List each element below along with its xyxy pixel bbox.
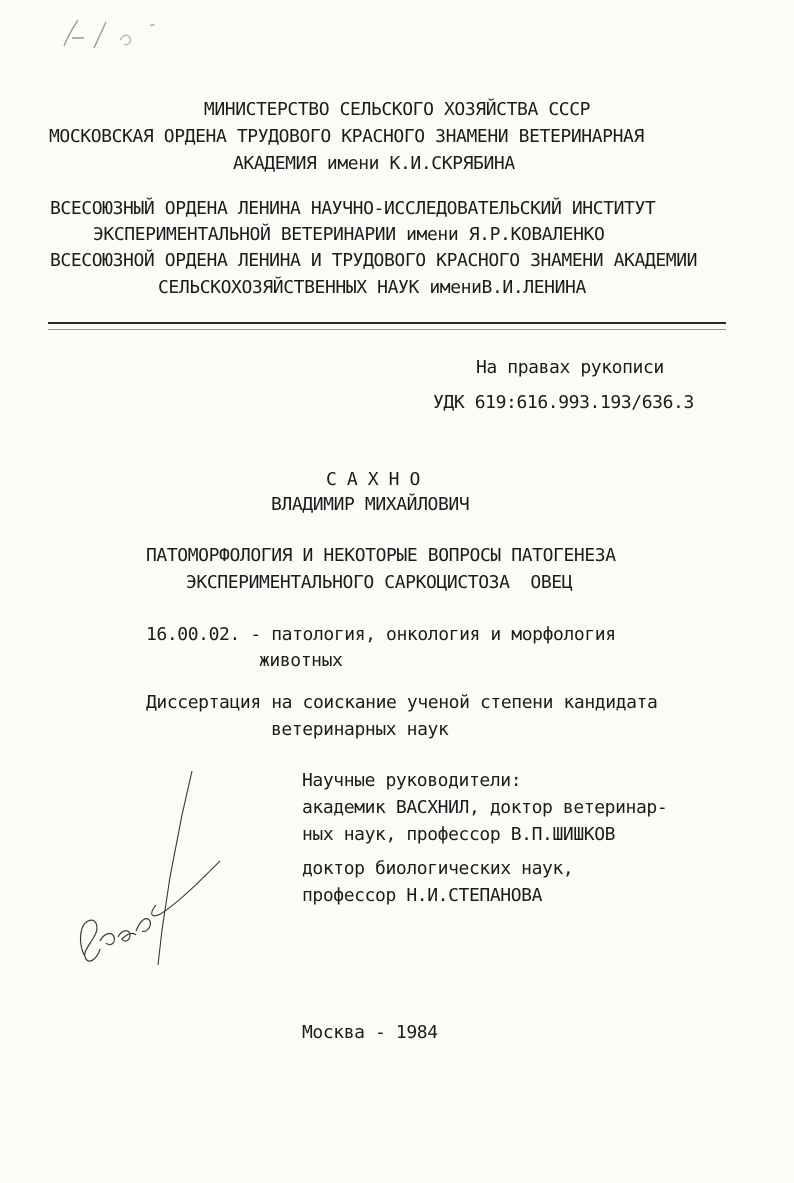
- author-name: ВЛАДИМИР МИХАЙЛОВИЧ: [271, 494, 470, 515]
- academy-line-1: МОСКОВСКАЯ ОРДЕНА ТРУДОВОГО КРАСНОГО ЗНАМЕНИ ВЕТЕРИНАРНАЯ: [49, 126, 644, 147]
- header-divider-secondary: [48, 329, 726, 330]
- author-signature: [70, 765, 240, 980]
- specialty-code-line-2: животных: [259, 650, 343, 671]
- supervisor-2-line-1: доктор биологических наук,: [302, 858, 574, 879]
- header-divider: [48, 322, 726, 324]
- institute-line-2: ЭКСПЕРИМЕНТАЛЬНОЙ ВЕТЕРИНАРИИ имени Я.Р.КОВАЛЕНКО: [93, 224, 605, 245]
- ministry-line: МИНИСТЕРСТВО СЕЛЬСКОГО ХОЗЯЙСТВА СССР: [203, 99, 591, 120]
- supervisor-2-line-2: профессор Н.И.СТЕПАНОВА: [302, 885, 543, 906]
- corner-handwritten-mark: [50, 8, 180, 58]
- institute-line-4: СЕЛЬСКОХОЗЯЙСТВЕННЫХ НАУК имениВ.И.ЛЕНИНА: [158, 277, 586, 298]
- institute-line-3: ВСЕСОЮЗНОЙ ОРДЕНА ЛЕНИНА И ТРУДОВОГО КРАСНОГО ЗНАМЕНИ АКАДЕМИИ: [50, 250, 698, 271]
- institute-line-1: ВСЕСОЮЗНЫЙ ОРДЕНА ЛЕНИНА НАУЧНО-ИССЛЕДОВАТЕЛЬСКИЙ ИНСТИТУТ: [50, 198, 656, 219]
- academy-line-2: АКАДЕМИЯ имени К.И.СКРЯБИНА: [233, 153, 515, 174]
- dissertation-title-line-1: ПАТОМОРФОЛОГИЯ И НЕКОТОРЫЕ ВОПРОСЫ ПАТОГЕНЕЗА: [146, 545, 616, 566]
- degree-line-2: ветеринарных наук: [271, 719, 449, 740]
- degree-line-1: Диссертация на соискание ученой степени кандидата: [146, 692, 658, 713]
- supervisor-1-line-2: ных наук, профессор В.П.ШИШКОВ: [302, 824, 616, 845]
- udc-code: УДК 619:616.993.193/636.3: [433, 392, 694, 413]
- supervisor-1-line-1: академик ВАСХНИЛ, доктор ветеринар-: [302, 797, 668, 818]
- dissertation-title-line-2: ЭКСПЕРИМЕНТАЛЬНОГО САРКОЦИСТОЗА ОВЕЦ: [186, 572, 573, 593]
- specialty-code-line-1: 16.00.02. - патология, онкология и морфология: [146, 624, 616, 645]
- author-surname: С А Х Н О: [326, 469, 420, 490]
- rights-reserved-note: На правах рукописи: [476, 357, 664, 378]
- supervisors-heading: Научные руководители:: [302, 770, 522, 791]
- place-and-year: Москва - 1984: [302, 1022, 438, 1043]
